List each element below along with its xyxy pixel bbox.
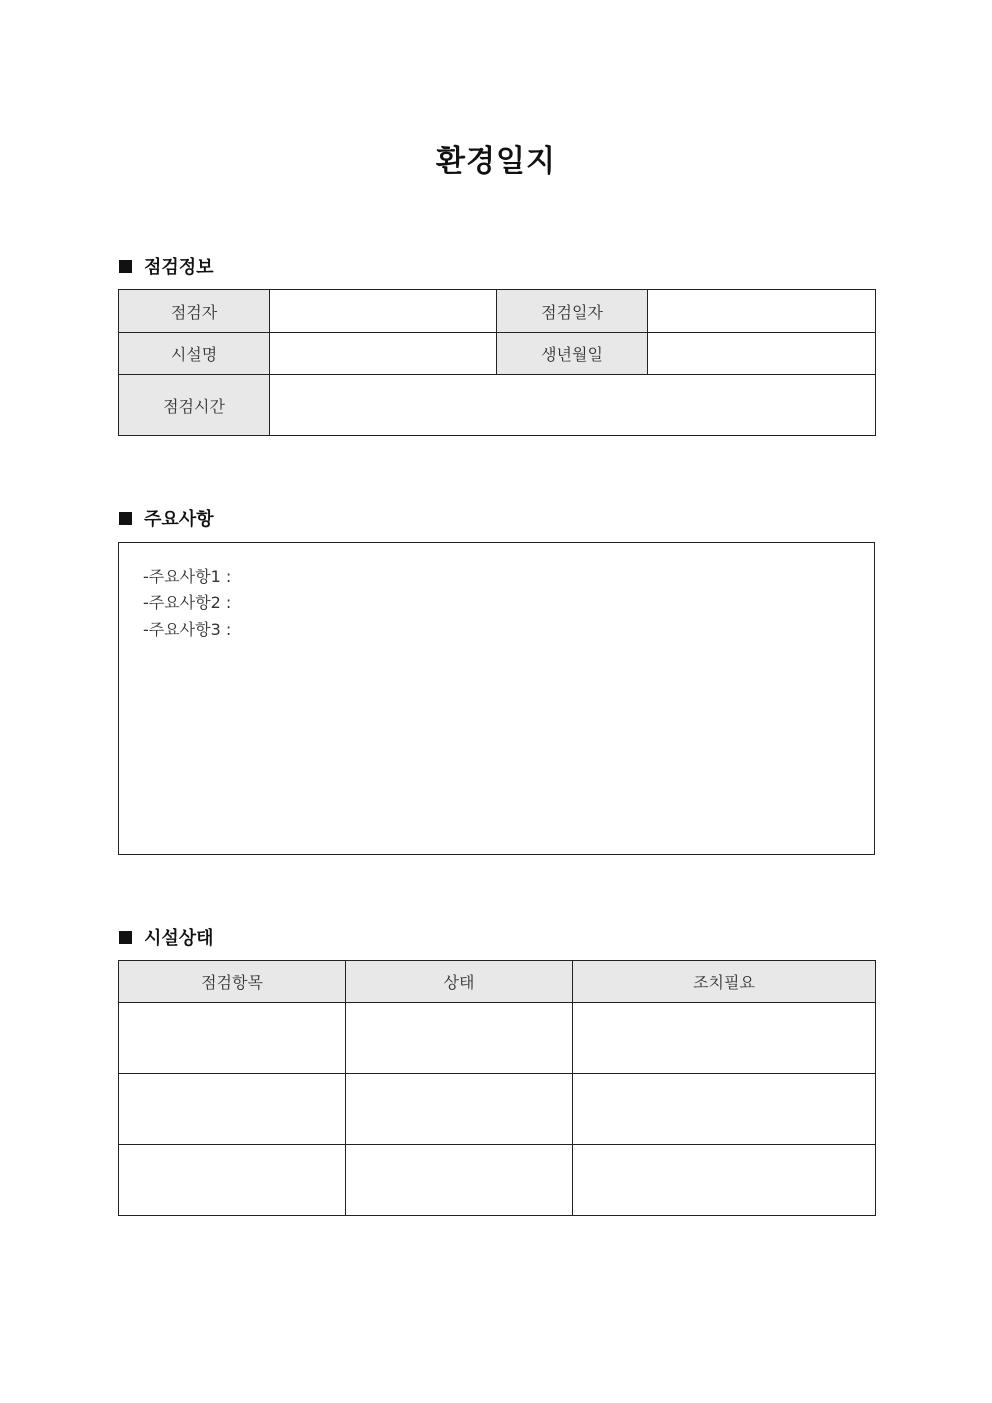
inspection-info-heading (119, 253, 214, 279)
action-required-cell[interactable] (573, 1145, 876, 1216)
inspection-item-cell[interactable] (119, 1145, 346, 1216)
facility-status-table (118, 960, 876, 1216)
inspection-item-cell[interactable] (119, 1074, 346, 1145)
facility-status-heading-text: 시설상태 (144, 928, 214, 949)
key-notes-heading (119, 505, 214, 531)
square-bullet-icon (119, 512, 132, 525)
table-row (119, 1074, 876, 1145)
square-bullet-icon (119, 260, 132, 273)
inspection-time-field[interactable] (270, 375, 876, 436)
inspector-label: 점검자 (119, 290, 270, 333)
inspector-field[interactable] (270, 290, 497, 333)
square-bullet-icon (119, 931, 132, 944)
table-row (119, 1145, 876, 1216)
action-required-cell[interactable] (573, 1074, 876, 1145)
document-title: 환경일지 (436, 144, 556, 179)
key-note-line-1: -주요사항1 : (143, 567, 232, 586)
key-note-line-2: -주요사항2 : (143, 593, 232, 612)
inspection-info-heading-text: 점검정보 (144, 257, 214, 278)
inspection-info-table (118, 289, 876, 436)
inspection-time-label: 점검시간 (119, 375, 270, 436)
birthdate-label: 생년월일 (497, 333, 648, 375)
table-row (119, 1003, 876, 1074)
birthdate-field[interactable] (648, 333, 876, 375)
facility-status-heading (119, 924, 214, 950)
facility-name-label: 시설명 (119, 333, 270, 375)
action-required-cell[interactable] (573, 1003, 876, 1074)
inspection-date-field[interactable] (648, 290, 876, 333)
key-note-line-3: -주요사항3 : (143, 620, 232, 639)
status-cell[interactable] (346, 1003, 573, 1074)
inspection-item-cell[interactable] (119, 1003, 346, 1074)
key-notes-heading-text: 주요사항 (144, 509, 214, 530)
inspection-date-label: 점검일자 (497, 290, 648, 333)
column-header-action-required: 조치필요 (573, 961, 876, 1003)
facility-name-field[interactable] (270, 333, 497, 375)
column-header-status: 상태 (346, 961, 573, 1003)
column-header-inspection-item: 점검항목 (119, 961, 346, 1003)
status-cell[interactable] (346, 1074, 573, 1145)
status-cell[interactable] (346, 1145, 573, 1216)
key-notes-box[interactable] (118, 542, 875, 855)
